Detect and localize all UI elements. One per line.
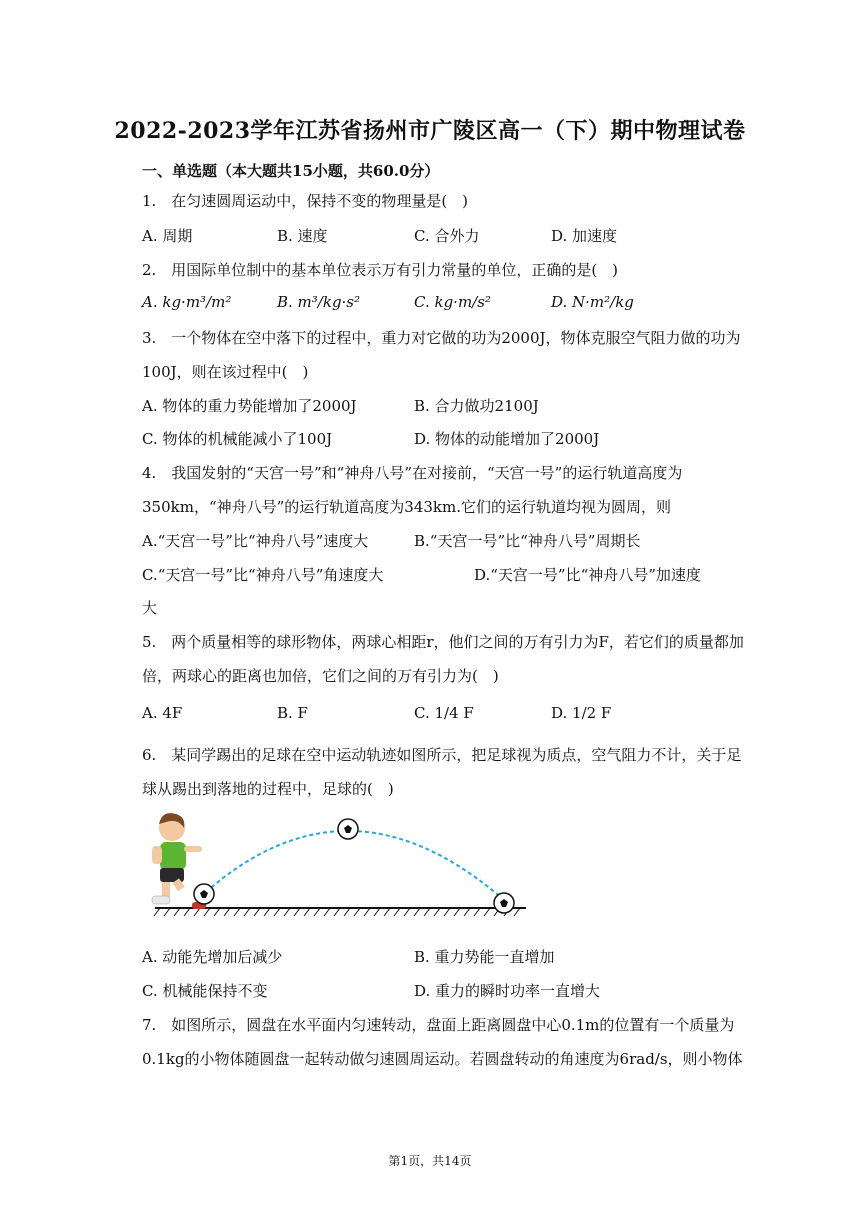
q5-option-b: B. F	[277, 704, 308, 722]
q6-stem-line2: 球从踢出到落地的过程中，足球的( )	[142, 780, 394, 798]
q3-option-d: D. 物体的动能增加了2000J	[414, 430, 600, 448]
q2-option-d: D. N·m²/kg	[551, 293, 634, 311]
q3-option-a: A. 物体的重力势能增加了2000J	[142, 397, 357, 415]
q5-option-d: D. 1/2 F	[551, 704, 612, 722]
q5-stem-line2: 倍，两球心的距离也加倍，它们之间的万有引力为( )	[142, 667, 499, 685]
football-icon	[194, 884, 214, 904]
q4-option-d: D.“天宫一号”比“神舟八号”加速度	[474, 566, 701, 584]
q4-stem-line2: 350km，“神舟八号”的运行轨道高度为343km.它们的运行轨道均视为圆周，则	[142, 498, 671, 516]
q1-option-a: A. 周期	[142, 227, 193, 245]
q6-option-b: B. 重力势能一直增加	[414, 948, 555, 966]
q1-option-d: D. 加速度	[551, 227, 618, 245]
q3-stem-line2: 100J，则在该过程中( )	[142, 363, 309, 381]
q6-stem-line1: 6. 某同学踢出的足球在空中运动轨迹如图所示，把足球视为质点，空气阻力不计，关于足	[142, 746, 742, 764]
football-trajectory-figure	[140, 808, 530, 920]
q2-option-c: C. kg·m/s²	[414, 293, 491, 311]
q4-option-d-wrap: 大	[142, 599, 158, 617]
q1-option-c: C. 合外力	[414, 227, 480, 245]
section-heading: 一、单选题（本大题共15小题，共60.0分）	[142, 162, 440, 180]
q1-option-b: B. 速度	[277, 227, 328, 245]
page-footer: 第1页，共14页	[388, 1154, 472, 1168]
q1-stem: 1. 在匀速圆周运动中，保持不变的物理量是( )	[142, 192, 469, 210]
q4-stem-line1: 4. 我国发射的“天宫一号”和“神舟八号”在对接前，“天宫一号”的运行轨道高度为	[142, 464, 683, 482]
q3-stem-line1: 3. 一个物体在空中落下的过程中，重力对它做的功为2000J，物体克服空气阻力做的功为	[142, 329, 741, 347]
football-icon	[338, 819, 358, 839]
q5-option-a: A. 4F	[142, 704, 183, 722]
q7-stem-line2: 0.1kg的小物体随圆盘一起转动做匀速圆周运动。若圆盘转动的角速度为6rad/s，则小物体	[142, 1050, 743, 1068]
football-icon	[494, 893, 514, 913]
q4-option-b: B.“天宫一号”比“神舟八号”周期长	[414, 532, 641, 550]
q5-option-c: C. 1/4 F	[414, 704, 474, 722]
q3-option-c: C. 物体的机械能减小了100J	[142, 430, 333, 448]
q4-option-c: C.“天宫一号”比“神舟八号”角速度大	[142, 566, 384, 584]
q5-stem-line1: 5. 两个质量相等的球形物体，两球心相距r，他们之间的万有引力为F，若它们的质量都加	[142, 633, 744, 651]
q6-option-c: C. 机械能保持不变	[142, 982, 268, 1000]
q7-stem-line1: 7. 如图所示，圆盘在水平面内匀速转动，盘面上距离圆盘中心0.1m的位置有一个质量为	[142, 1016, 735, 1034]
q2-option-a: A. kg·m³/m²	[142, 293, 232, 311]
q4-option-a: A.“天宫一号”比“神舟八号”速度大	[142, 532, 369, 550]
q2-stem: 2. 用国际单位制中的基本单位表示万有引力常量的单位，正确的是( )	[142, 261, 619, 279]
q2-option-b: B. m³/kg·s²	[277, 293, 361, 311]
q3-option-b: B. 合力做功2100J	[414, 397, 539, 415]
q6-option-d: D. 重力的瞬时功率一直增大	[414, 982, 601, 1000]
q6-option-a: A. 动能先增加后减少	[142, 948, 283, 966]
page-title: 2022-2023学年江苏省扬州市广陵区高一（下）期中物理试卷	[114, 118, 746, 144]
